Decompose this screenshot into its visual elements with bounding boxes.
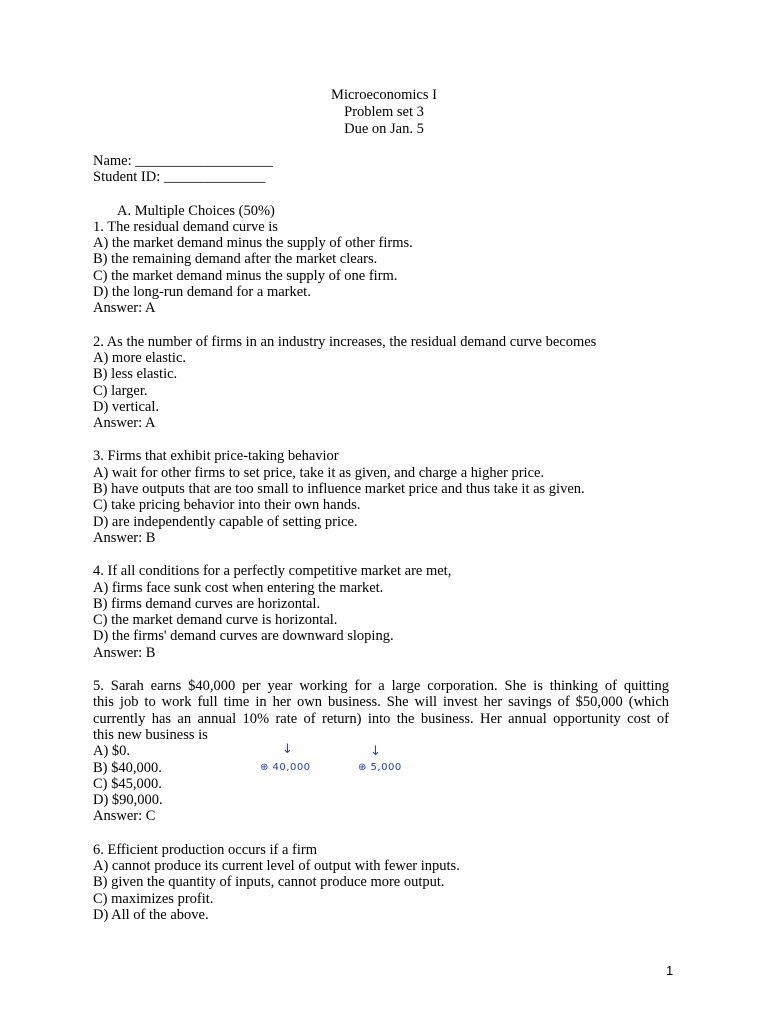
answer: Answer: A <box>93 300 156 317</box>
handwritten-arrow-1: ↓ <box>282 742 293 757</box>
option-c: C) the market demand curve is horizontal. <box>93 612 338 629</box>
option-d: D) All of the above. <box>93 906 209 923</box>
answer: Answer: B <box>93 644 156 661</box>
option-a: A) the market demand minus the supply of other firms. <box>93 235 413 252</box>
option-a: A) wait for other firms to set price, take it as given, and charge a higher price. <box>93 464 545 481</box>
option-d: D) the firms' demand curves are downward sloping. <box>93 628 394 645</box>
question-3 <box>93 448 693 546</box>
answer: Answer: B <box>93 529 156 546</box>
handwritten-note-1: ⊕ 40,000 <box>260 762 311 773</box>
due-date: Due on Jan. 5 <box>344 121 424 137</box>
option-d: D) $90,000. <box>93 792 163 809</box>
question-stem-line-4: this new business is <box>93 726 208 743</box>
handwritten-note-2: ⊕ 5,000 <box>358 762 402 773</box>
option-b: B) $40,000. <box>93 759 162 776</box>
question-5 <box>93 678 693 825</box>
option-d: D) the long-run demand for a market. <box>93 284 311 301</box>
question-stem: 1. The residual demand curve is <box>93 218 278 235</box>
section-a-title: A. Multiple Choices (50%) <box>117 202 275 219</box>
course-title: Microeconomics I <box>331 87 437 103</box>
document-body <box>93 153 693 923</box>
answer: Answer: A <box>93 415 156 432</box>
option-d: D) vertical. <box>93 398 160 415</box>
option-a: A) firms face sunk cost when entering the market. <box>93 579 384 596</box>
name-field: Name: ___________________ <box>93 153 274 169</box>
question-6 <box>93 842 693 923</box>
student-id-field: Student ID: ______________ <box>93 169 266 186</box>
document-header <box>0 87 768 138</box>
option-b: B) firms demand curves are horizontal. <box>93 595 321 612</box>
option-c: C) larger. <box>93 382 148 399</box>
question-stem-line-3: currently has an annual 10% rate of return) into the business. Her annual opportunity cost of <box>93 710 669 727</box>
option-b: B) the remaining demand after the market clears. <box>93 251 378 268</box>
answer: Answer: C <box>93 808 156 825</box>
question-stem: 3. Firms that exhibit price-taking behavior <box>93 448 339 465</box>
question-stem-line-1: 5. Sarah earns $40,000 per year working for a large corporation. She is thinking of quitting <box>93 678 669 695</box>
question-stem: 4. If all conditions for a perfectly competitive market are met, <box>93 563 452 580</box>
option-c: C) maximizes profit. <box>93 890 214 907</box>
page-number: 1 <box>666 963 674 978</box>
question-1 <box>93 219 693 317</box>
question-4 <box>93 563 693 661</box>
question-stem: 2. As the number of firms in an industry increases, the residual demand curve becomes <box>93 333 597 350</box>
problem-set-title: Problem set 3 <box>344 104 424 120</box>
handwritten-arrow-2: ↓ <box>370 744 381 759</box>
option-b: B) given the quantity of inputs, cannot produce more output. <box>93 874 445 891</box>
option-a: A) cannot produce its current level of output with fewer inputs. <box>93 857 460 874</box>
question-stem: 6. Efficient production occurs if a firm <box>93 841 318 858</box>
option-c: C) $45,000. <box>93 775 162 792</box>
option-a: A) more elastic. <box>93 349 187 366</box>
option-c: C) the market demand minus the supply of one firm. <box>93 267 398 284</box>
option-c: C) take pricing behavior into their own hands. <box>93 497 361 514</box>
option-d: D) are independently capable of setting price. <box>93 513 358 530</box>
question-2 <box>93 334 693 432</box>
option-a: A) $0. <box>93 743 131 760</box>
question-stem-line-2: this job to work full time in her own business. She will invest her savings of $50,000 (which <box>93 694 669 711</box>
option-b: B) have outputs that are too small to influence market price and thus take it as given. <box>93 481 585 498</box>
option-b: B) less elastic. <box>93 366 178 383</box>
